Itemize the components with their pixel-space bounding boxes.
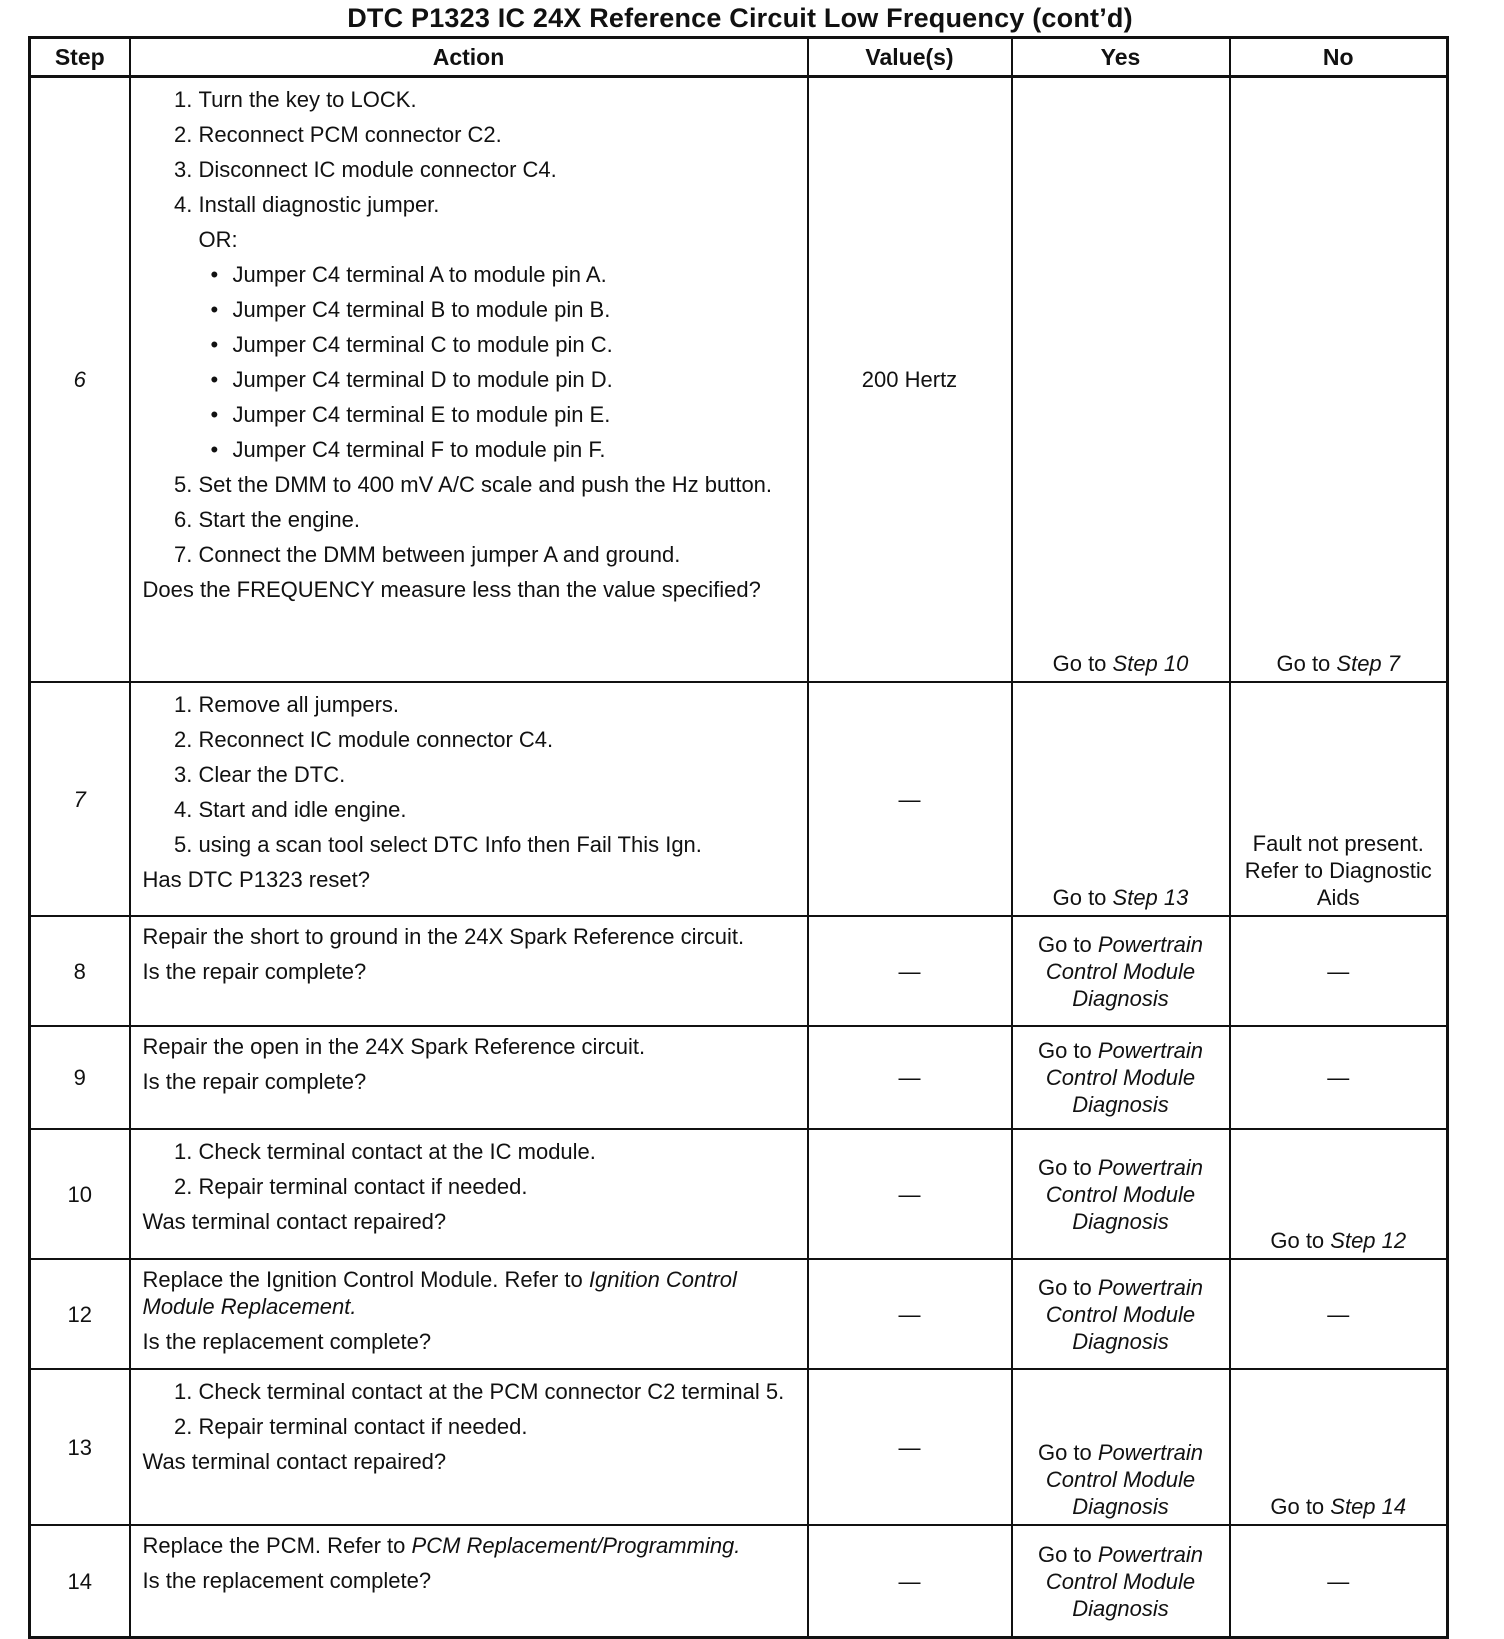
- action-question: Was terminal contact repaired?: [142, 1209, 447, 1234]
- step-number: 7: [30, 682, 130, 916]
- action-text-prefix: Replace the Ignition Control Module. Refer to: [142, 1267, 589, 1292]
- table-row-step-13: [30, 1369, 1448, 1525]
- yes-prefix: Go to: [1037, 1274, 1098, 1300]
- action-cell: [130, 1129, 808, 1259]
- yes-ref: Powertrain Control Module Diagnosis: [1045, 1274, 1204, 1354]
- yes-ref: Step 10: [1112, 651, 1189, 676]
- jumper-list: [199, 261, 797, 463]
- action-step: [199, 191, 797, 463]
- action-step: 7. Connect the DMM between jumper A and ground.: [199, 541, 797, 568]
- action-step: 5. using a scan tool select DTC Info then Fail This Ign.: [199, 831, 797, 858]
- yes-cell: [1012, 1369, 1230, 1525]
- yes-cell: [1012, 1026, 1230, 1129]
- action-question: Has DTC P1323 reset?: [142, 867, 370, 892]
- yes-prefix: Go to: [1037, 1038, 1098, 1063]
- action-text: Repair the open in the 24X Spark Reference circuit.: [142, 1034, 646, 1059]
- header-values: Value(s): [808, 38, 1012, 77]
- action-text: [143, 1532, 797, 1559]
- no-cell: —: [1230, 1259, 1448, 1369]
- header-step: Step: [30, 38, 130, 77]
- action-question: Is the replacement complete?: [142, 1329, 432, 1354]
- step-number: 13: [30, 1369, 130, 1525]
- action-steps: [143, 1138, 797, 1200]
- value-cell: —: [808, 1525, 1012, 1638]
- no-cell: —: [1230, 916, 1448, 1026]
- yes-cell: [1012, 77, 1230, 683]
- step-number: 9: [30, 1026, 130, 1129]
- action-text: Repair the short to ground in the 24X Spark Reference circuit.: [142, 924, 745, 949]
- or-label: OR:: [198, 227, 238, 252]
- header-no: No: [1230, 38, 1448, 77]
- action-step: 1. Check terminal contact at the PCM connector C2 terminal 5.: [199, 1378, 797, 1405]
- yes-ref: Powertrain Control Module Diagnosis: [1045, 1440, 1204, 1519]
- no-prefix: Go to: [1276, 651, 1337, 676]
- no-cell: [1230, 1369, 1448, 1525]
- value-cell: —: [808, 916, 1012, 1026]
- yes-ref: Powertrain Control Module Diagnosis: [1045, 931, 1204, 1011]
- no-prefix: Go to: [1270, 1228, 1331, 1253]
- no-ref: Step 7: [1336, 651, 1401, 676]
- jumper-item: • Jumper C4 terminal B to module pin B.: [233, 296, 797, 323]
- yes-cell: [1012, 1129, 1230, 1259]
- yes-prefix: Go to: [1052, 885, 1113, 910]
- table-row-step-12: [30, 1259, 1448, 1369]
- action-text-ref: PCM Replacement/Programming.: [411, 1533, 741, 1558]
- action-cell: [130, 1259, 808, 1369]
- yes-prefix: Go to: [1037, 1541, 1098, 1567]
- header-yes: Yes: [1012, 38, 1230, 77]
- action-step: 2. Reconnect PCM connector C2.: [199, 121, 797, 148]
- action-step: 2. Repair terminal contact if needed.: [199, 1173, 797, 1200]
- yes-prefix: Go to: [1037, 931, 1098, 957]
- action-question: Was terminal contact repaired?: [142, 1449, 447, 1474]
- action-step: 1. Check terminal contact at the IC module.: [199, 1138, 797, 1165]
- action-steps: [143, 691, 797, 858]
- action-step: 5. Set the DMM to 400 mV A/C scale and push the Hz button.: [199, 471, 797, 498]
- action-step: 6. Start the engine.: [199, 506, 797, 533]
- yes-cell: [1012, 1259, 1230, 1369]
- action-step: 1. Turn the key to LOCK.: [199, 86, 797, 113]
- page-title: DTC P1323 IC 24X Reference Circuit Low Frequency (cont’d): [347, 3, 1133, 33]
- no-cell: [1230, 1129, 1448, 1259]
- jumper-item: • Jumper C4 terminal A to module pin A.: [233, 261, 797, 288]
- action-question: Is the repair complete?: [142, 1069, 367, 1094]
- yes-prefix: Go to: [1037, 1440, 1098, 1465]
- action-step: 2. Reconnect IC module connector C4.: [199, 726, 797, 753]
- no-cell: —: [1230, 1026, 1448, 1129]
- value-cell: —: [808, 1369, 1012, 1525]
- no-cell: [1230, 77, 1448, 683]
- header-row: [30, 38, 1448, 77]
- table-row-step-10: [30, 1129, 1448, 1259]
- value-cell: —: [808, 1026, 1012, 1129]
- action-cell: [130, 916, 808, 1026]
- yes-prefix: Go to: [1052, 651, 1113, 676]
- header-action: Action: [130, 38, 808, 77]
- action-step: 3. Disconnect IC module connector C4.: [199, 156, 797, 183]
- table-row-step-7: [30, 682, 1448, 916]
- step-number: 10: [30, 1129, 130, 1259]
- table-row-step-8: [30, 916, 1448, 1026]
- table-row-step-14: [30, 1525, 1448, 1638]
- action-step: 2. Repair terminal contact if needed.: [199, 1413, 797, 1440]
- jumper-item: • Jumper C4 terminal E to module pin E.: [233, 401, 797, 428]
- value-cell: —: [808, 682, 1012, 916]
- step-number: 14: [30, 1525, 130, 1638]
- table-row-step-9: [30, 1026, 1448, 1129]
- step-number: 12: [30, 1259, 130, 1369]
- action-step: 1. Remove all jumpers.: [199, 691, 797, 718]
- action-steps: [143, 86, 797, 568]
- action-cell: [130, 1369, 808, 1525]
- jumper-item: • Jumper C4 terminal F to module pin F.: [233, 436, 797, 463]
- action-step: 4. Start and idle engine.: [199, 796, 797, 823]
- table-row-step-6: [30, 77, 1448, 683]
- action-step-text: Install diagnostic jumper.: [198, 192, 440, 217]
- action-step: 3. Clear the DTC.: [199, 761, 797, 788]
- action-cell: [130, 682, 808, 916]
- action-question: Does the FREQUENCY measure less than the value specified?: [142, 577, 761, 602]
- action-question: Is the repair complete?: [142, 959, 367, 984]
- step-number: 8: [30, 916, 130, 1026]
- action-cell: [130, 77, 808, 683]
- action-cell: [130, 1026, 808, 1129]
- value-cell: —: [808, 1129, 1012, 1259]
- no-prefix: Go to: [1270, 1494, 1331, 1519]
- no-ref: Step 14: [1330, 1494, 1407, 1519]
- action-cell: [130, 1525, 808, 1638]
- action-text-ref: Ignition Control Module Replacement.: [142, 1267, 737, 1319]
- value-cell: 200 Hertz: [808, 77, 1012, 683]
- yes-cell: [1012, 916, 1230, 1026]
- yes-cell: [1012, 682, 1230, 916]
- action-text-prefix: Replace the PCM. Refer to: [142, 1533, 412, 1558]
- no-ref: Step 12: [1330, 1228, 1407, 1253]
- yes-ref: Powertrain Control Module Diagnosis: [1045, 1154, 1204, 1234]
- no-cell: Fault not present. Refer to Diagnostic Aids: [1230, 682, 1448, 916]
- step-number: 6: [30, 77, 130, 683]
- action-question: Is the replacement complete?: [142, 1568, 432, 1593]
- value-cell: —: [808, 1259, 1012, 1369]
- diagnostic-table: [28, 36, 1449, 1639]
- yes-ref: Powertrain Control Module Diagnosis: [1045, 1541, 1204, 1621]
- yes-cell: [1012, 1525, 1230, 1638]
- yes-prefix: Go to: [1037, 1154, 1098, 1180]
- jumper-item: • Jumper C4 terminal C to module pin C.: [233, 331, 797, 358]
- action-steps: [143, 1378, 797, 1440]
- no-cell: —: [1230, 1525, 1448, 1638]
- action-text: [143, 1266, 797, 1320]
- yes-ref: Powertrain Control Module Diagnosis: [1045, 1038, 1204, 1117]
- yes-ref: Step 13: [1112, 885, 1189, 910]
- jumper-item: • Jumper C4 terminal D to module pin D.: [233, 366, 797, 393]
